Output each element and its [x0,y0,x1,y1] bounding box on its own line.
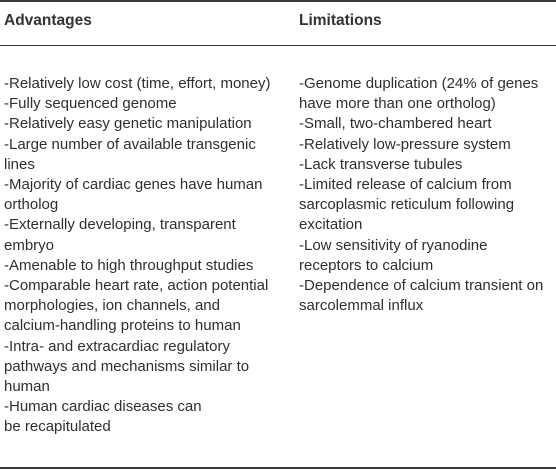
limitation-item: -Relatively low-pressure system [299,135,511,153]
limitation-item: -Lack transverse tubules [299,155,463,173]
limitation-item-continuation: have more than one ortholog) [299,95,496,113]
advantage-item-continuation: ortholog [4,196,59,214]
limitation-item-continuation: excitation [299,216,363,234]
advantages-header: Advantages [4,12,92,29]
advantages-column [4,74,286,438]
table-bottom-rule [0,467,556,469]
advantage-item-continuation: lines [4,155,35,173]
advantage-item-continuation: be recapitulated [4,418,111,436]
advantage-item-continuation: human [4,378,50,396]
header-divider [0,45,556,46]
limitation-item: -Dependence of calcium transient on [299,277,544,295]
advantage-item-continuation: embryo [4,236,55,254]
advantage-item: -Relatively low cost (time, effort, money) [4,75,271,92]
limitation-item: -Limited release of calcium from [299,176,512,194]
advantage-item: -Human cardiac diseases can [4,398,202,416]
limitation-item-continuation: receptors to calcium [299,256,434,274]
advantage-item: -Intra- and extracardiac regulatory [4,337,230,355]
advantage-item-continuation: morphologies, ion channels, and [4,297,220,315]
limitation-item-continuation: sarcoplasmic reticulum following [299,196,515,214]
advantage-item: -Externally developing, transparent [4,216,236,234]
advantage-item: -Large number of available transgenic [4,135,256,153]
advantage-item-continuation: calcium-handling proteins to human [4,317,241,335]
limitation-item: -Small, two-chambered heart [299,115,492,133]
limitation-item: -Genome duplication (24% of genes [299,75,539,92]
limitation-item: -Low sensitivity of ryanodine [299,236,488,254]
advantage-item: -Relatively easy genetic manipulation [4,115,252,133]
limitation-item-continuation: sarcolemmal influx [299,297,424,315]
advantage-item: -Comparable heart rate, action potential [4,277,269,295]
table-top-rule [0,0,556,2]
limitations-column [299,74,555,316]
advantage-item: -Amenable to high throughput studies [4,256,254,274]
advantage-item: -Majority of cardiac genes have human [4,176,263,194]
advantage-item: -Fully sequenced genome [4,95,177,113]
limitations-header: Limitations [299,12,382,29]
advantage-item-continuation: pathways and mechanisms similar to [4,357,250,375]
